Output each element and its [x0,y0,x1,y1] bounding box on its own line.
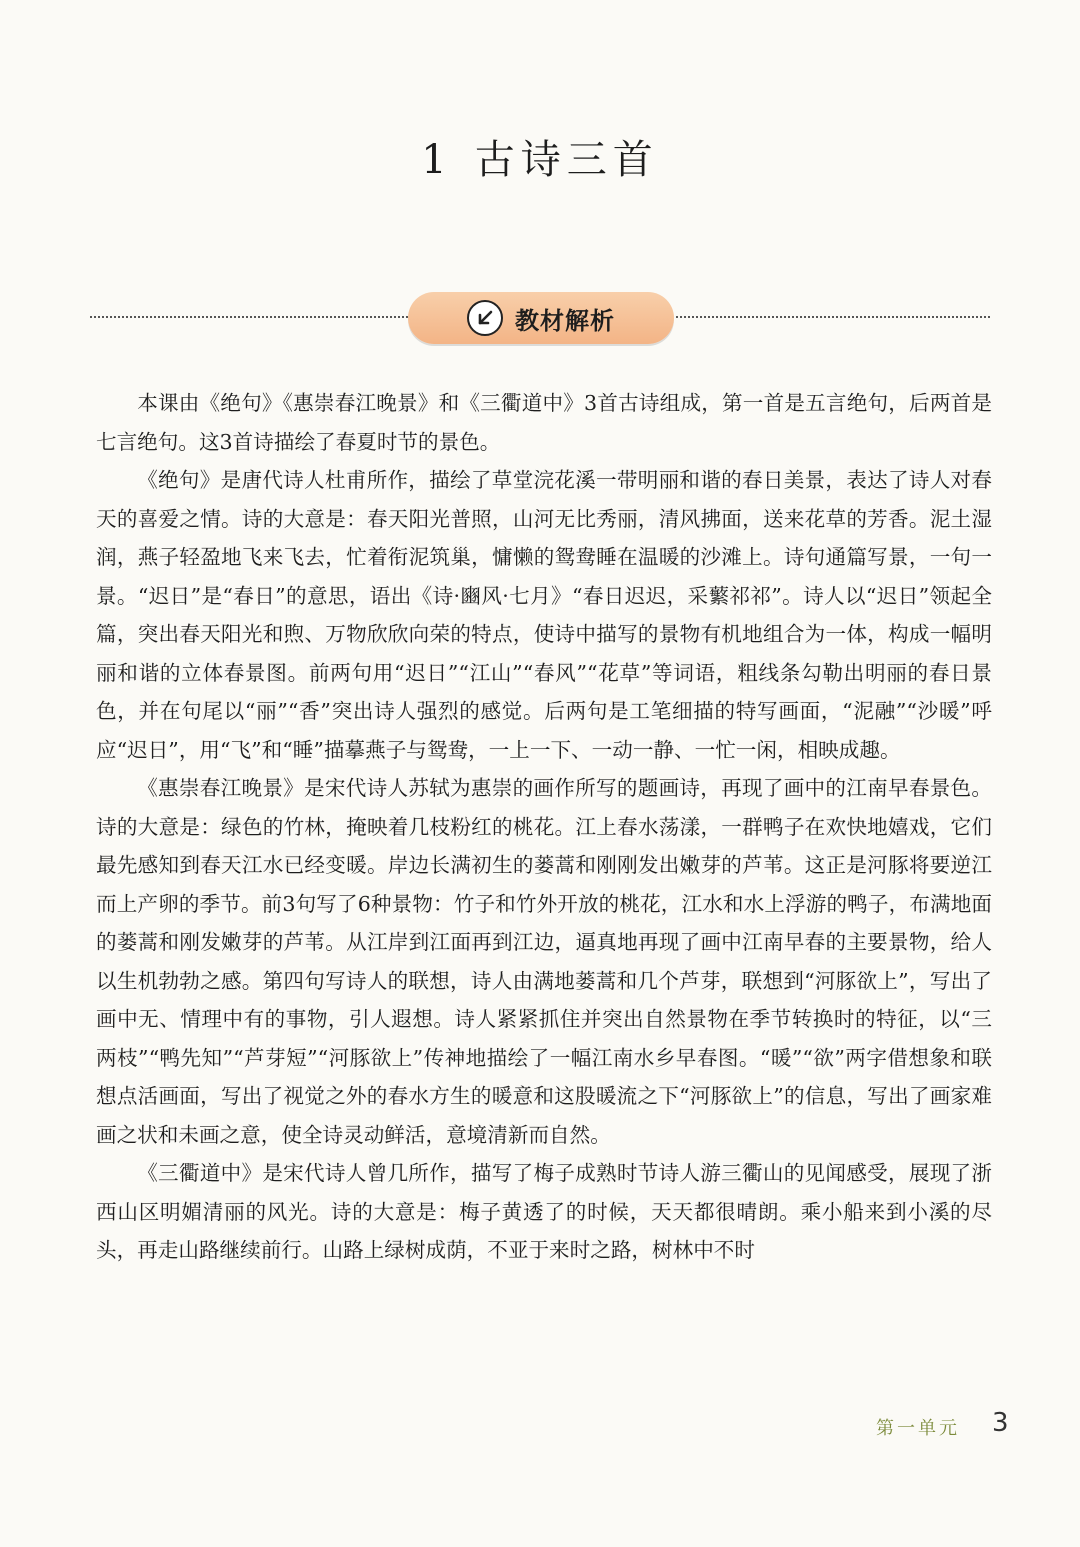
section-label: 教材解析 [515,306,615,335]
paragraph-jueju: 《绝句》是唐代诗人杜甫所作，描绘了草堂浣花溪一带明丽和谐的春日美景，表达了诗人对春天的喜爱之情。诗的大意是：春天阳光普照，山河无比秀丽，清风拂面，送来花草的芳香。泥土湿润，燕子轻盈地飞来飞去，忙着衔泥筑巢，慵懒的鸳鸯睡在温暖的沙滩上。诗句通篇写景，一句一景。“迟日”是“春日”的意思，语出《诗·豳风·七月》“春日迟迟，采蘩祁祁”。诗人以“迟日”领起全篇，突出春天阳光和煦、万物欣欣向荣的特点，使诗中描写的景物有机地组合为一体，构成一幅明丽和谐的立体春景图。前两句用“迟日”“江山”“春风”“花草”等词语，粗线条勾勒出明丽的春日景色，并在句尾以“丽”“香”突出诗人强烈的感觉。后两句是工笔细描的特写画面，“泥融”“沙暖”呼应“迟日”，用“飞”和“睡”描摹燕子与鸳鸯，一上一下、一动一静、一忙一闲，相映成趣。 [96,468,992,762]
lesson-title-text: 古诗三首 [474,137,659,183]
body-text [96,384,992,1270]
page-number: 3 [992,1408,1009,1438]
paragraph-intro: 本课由《绝句》《惠崇春江晚景》和《三衢道中》3首古诗组成，第一首是五言绝句，后两首是七言绝句。这3首诗描绘了春夏时节的景色。 [96,391,992,454]
paragraph-sanqu: 《三衢道中》是宋代诗人曾几所作，描写了梅子成熟时节诗人游三衢山的见闻感受，展现了浙西山区明媚清丽的风光。诗的大意是：梅子黄透了的时候，天天都很晴朗。乘小船来到小溪的尽头，再走山路继续前行。山路上绿树成荫，不亚于来时之路，树林中不时 [96,1161,992,1262]
section-divider-right [676,316,990,318]
lesson-title [0,128,1080,185]
section-divider-left [90,316,408,318]
section-header-badge [408,292,674,344]
paragraph-huichong: 《惠崇春江晚景》是宋代诗人苏轼为惠崇的画作所写的题画诗，再现了画中的江南早春景色。诗的大意是：绿色的竹林，掩映着几枝粉红的桃花。江上春水荡漾，一群鸭子在欢快地嬉戏，它们最先感知到春天江水已经变暖。岸边长满初生的蒌蒿和刚刚发出嫩芽的芦苇。这正是河豚将要逆江而上产卵的季节。前3句写了6种景物：竹子和竹外开放的桃花，江水和水上浮游的鸭子，布满地面的蒌蒿和刚发嫩芽的芦苇。从江岸到江面再到江边，逼真地再现了画中江南早春的主要景物，给人以生机勃勃之感。第四句写诗人的联想，诗人由满地蒌蒿和几个芦芽，联想到“河豚欲上”，写出了画中无、情理中有的事物，引人遐想。诗人紧紧抓住并突出自然景物在季节转换时的特征，以“三两枝”“鸭先知”“芦芽短”“河豚欲上”传神地描绘了一幅江南水乡早春图。“暖”“欲”两字借想象和联想点活画面，写出了视觉之外的春水方生的暖意和这股暖流之下“河豚欲上”的信息，写出了画家难画之状和未画之意，使全诗灵动鲜活，意境清新而自然。 [96,776,992,1147]
lesson-number: 1 [421,137,453,183]
arrow-down-left-icon [467,300,503,336]
footer-unit-label: 第一单元 [876,1418,960,1439]
